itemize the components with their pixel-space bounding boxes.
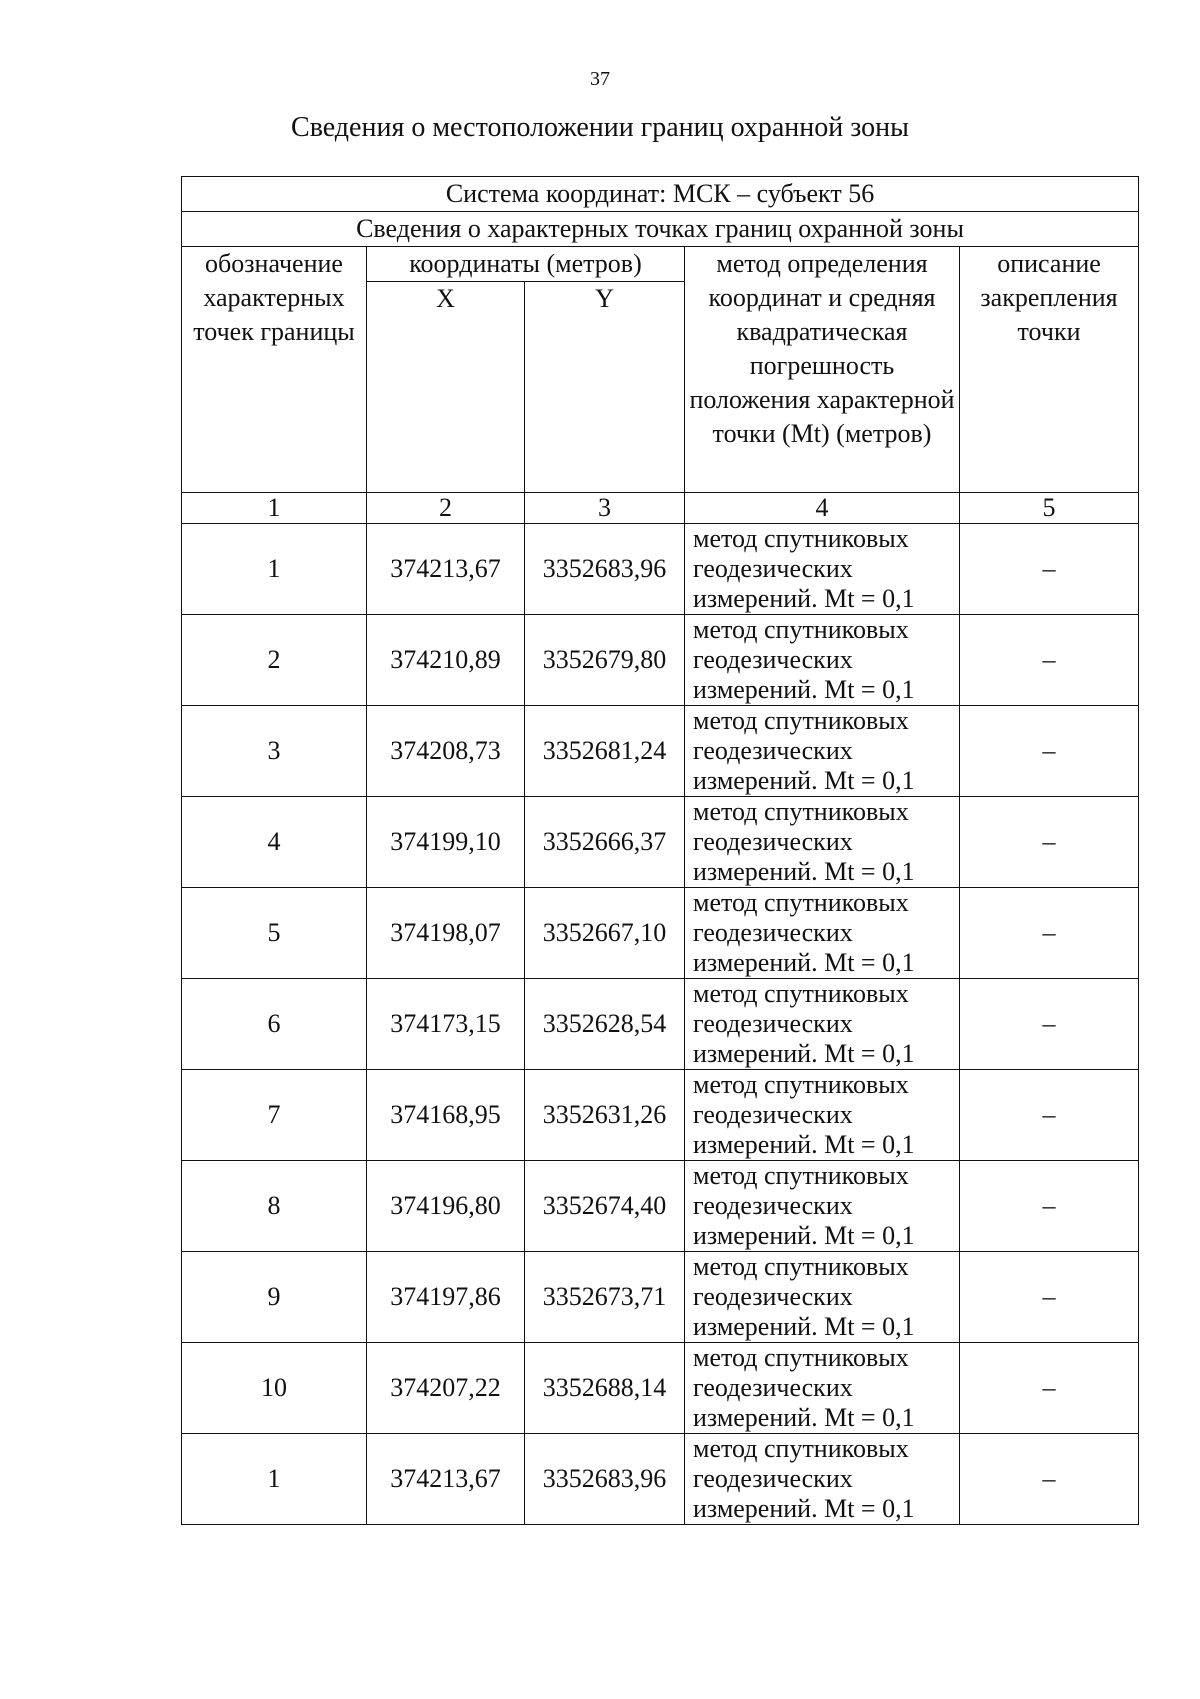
point-cell: 9	[182, 1252, 367, 1343]
point-cell: 2	[182, 615, 367, 706]
y-cell: 3352674,40	[525, 1161, 685, 1252]
header-y: Y	[525, 282, 685, 493]
point-cell: 7	[182, 1070, 367, 1161]
description-cell: –	[960, 1252, 1139, 1343]
description-cell: –	[960, 1161, 1139, 1252]
y-cell: 3352683,96	[525, 1434, 685, 1525]
column-number: 3	[525, 493, 685, 524]
table-row	[182, 979, 1139, 1070]
table-row	[182, 1252, 1139, 1343]
point-cell: 4	[182, 797, 367, 888]
y-cell: 3352666,37	[525, 797, 685, 888]
point-cell: 6	[182, 979, 367, 1070]
description-cell: –	[960, 1434, 1139, 1525]
y-cell: 3352679,80	[525, 615, 685, 706]
method-cell: метод спутниковых геодезических измерений. Mt = 0,1	[685, 797, 960, 888]
point-cell: 10	[182, 1343, 367, 1434]
header-method	[685, 247, 960, 493]
y-cell: 3352688,14	[525, 1343, 685, 1434]
header-point	[182, 247, 367, 493]
header-point-label: обозначение характерных точек границы	[193, 249, 355, 346]
y-cell: 3352681,24	[525, 706, 685, 797]
x-cell: 374199,10	[367, 797, 525, 888]
header-x: X	[367, 282, 525, 493]
method-cell: метод спутниковых геодезических измерений. Mt = 0,1	[685, 706, 960, 797]
coordinate-system: Система координат: МСК – субъект 56	[182, 177, 1139, 212]
x-cell: 374196,80	[367, 1161, 525, 1252]
table-row	[182, 797, 1139, 888]
method-cell: метод спутниковых геодезических измерений. Mt = 0,1	[685, 1161, 960, 1252]
column-number: 1	[182, 493, 367, 524]
y-cell: 3352667,10	[525, 888, 685, 979]
method-cell: метод спутниковых геодезических измерений. Mt = 0,1	[685, 979, 960, 1070]
description-cell: –	[960, 797, 1139, 888]
method-cell: метод спутниковых геодезических измерений. Mt = 0,1	[685, 888, 960, 979]
x-cell: 374213,67	[367, 524, 525, 615]
point-cell: 3	[182, 706, 367, 797]
y-cell: 3352628,54	[525, 979, 685, 1070]
table-row	[182, 888, 1139, 979]
description-cell: –	[960, 706, 1139, 797]
x-cell: 374168,95	[367, 1070, 525, 1161]
table-subtitle: Сведения о характерных точках границ охранной зоны	[182, 212, 1139, 247]
coordinates-table	[181, 176, 1139, 1525]
method-cell: метод спутниковых геодезических измерений. Mt = 0,1	[685, 615, 960, 706]
page-number: 37	[590, 68, 610, 90]
column-number: 5	[960, 493, 1139, 524]
description-cell: –	[960, 615, 1139, 706]
description-cell: –	[960, 1343, 1139, 1434]
description-cell: –	[960, 1070, 1139, 1161]
method-cell: метод спутниковых геодезических измерений. Mt = 0,1	[685, 1070, 960, 1161]
table-row	[182, 1434, 1139, 1525]
table-row	[182, 615, 1139, 706]
method-cell: метод спутниковых геодезических измерений. Mt = 0,1	[685, 1434, 960, 1525]
table-row	[182, 524, 1139, 615]
x-cell: 374173,15	[367, 979, 525, 1070]
method-cell: метод спутниковых геодезических измерений. Mt = 0,1	[685, 524, 960, 615]
point-cell: 1	[182, 1434, 367, 1525]
column-number: 2	[367, 493, 525, 524]
description-cell: –	[960, 888, 1139, 979]
x-cell: 374207,22	[367, 1343, 525, 1434]
y-cell: 3352683,96	[525, 524, 685, 615]
header-description-label: описание закрепления точки	[980, 249, 1118, 346]
header-coords: координаты (метров)	[367, 247, 685, 282]
table-row	[182, 1161, 1139, 1252]
point-cell: 8	[182, 1161, 367, 1252]
description-cell: –	[960, 979, 1139, 1070]
column-number: 4	[685, 493, 960, 524]
x-cell: 374208,73	[367, 706, 525, 797]
y-cell: 3352631,26	[525, 1070, 685, 1161]
header-description	[960, 247, 1139, 493]
method-cell: метод спутниковых геодезических измерений. Mt = 0,1	[685, 1252, 960, 1343]
description-cell: –	[960, 524, 1139, 615]
table-row	[182, 706, 1139, 797]
x-cell: 374197,86	[367, 1252, 525, 1343]
method-cell: метод спутниковых геодезических измерений. Mt = 0,1	[685, 1343, 960, 1434]
x-cell: 374198,07	[367, 888, 525, 979]
x-cell: 374210,89	[367, 615, 525, 706]
document-title: Сведения о местоположении границ охранной зоны	[291, 112, 909, 143]
table-row	[182, 1070, 1139, 1161]
point-cell: 5	[182, 888, 367, 979]
table-row	[182, 1343, 1139, 1434]
point-cell: 1	[182, 524, 367, 615]
y-cell: 3352673,71	[525, 1252, 685, 1343]
x-cell: 374213,67	[367, 1434, 525, 1525]
header-method-label: метод определения координат и средняя квадратическая погрешность положения характерной точки (Mt) (метров)	[689, 249, 955, 448]
